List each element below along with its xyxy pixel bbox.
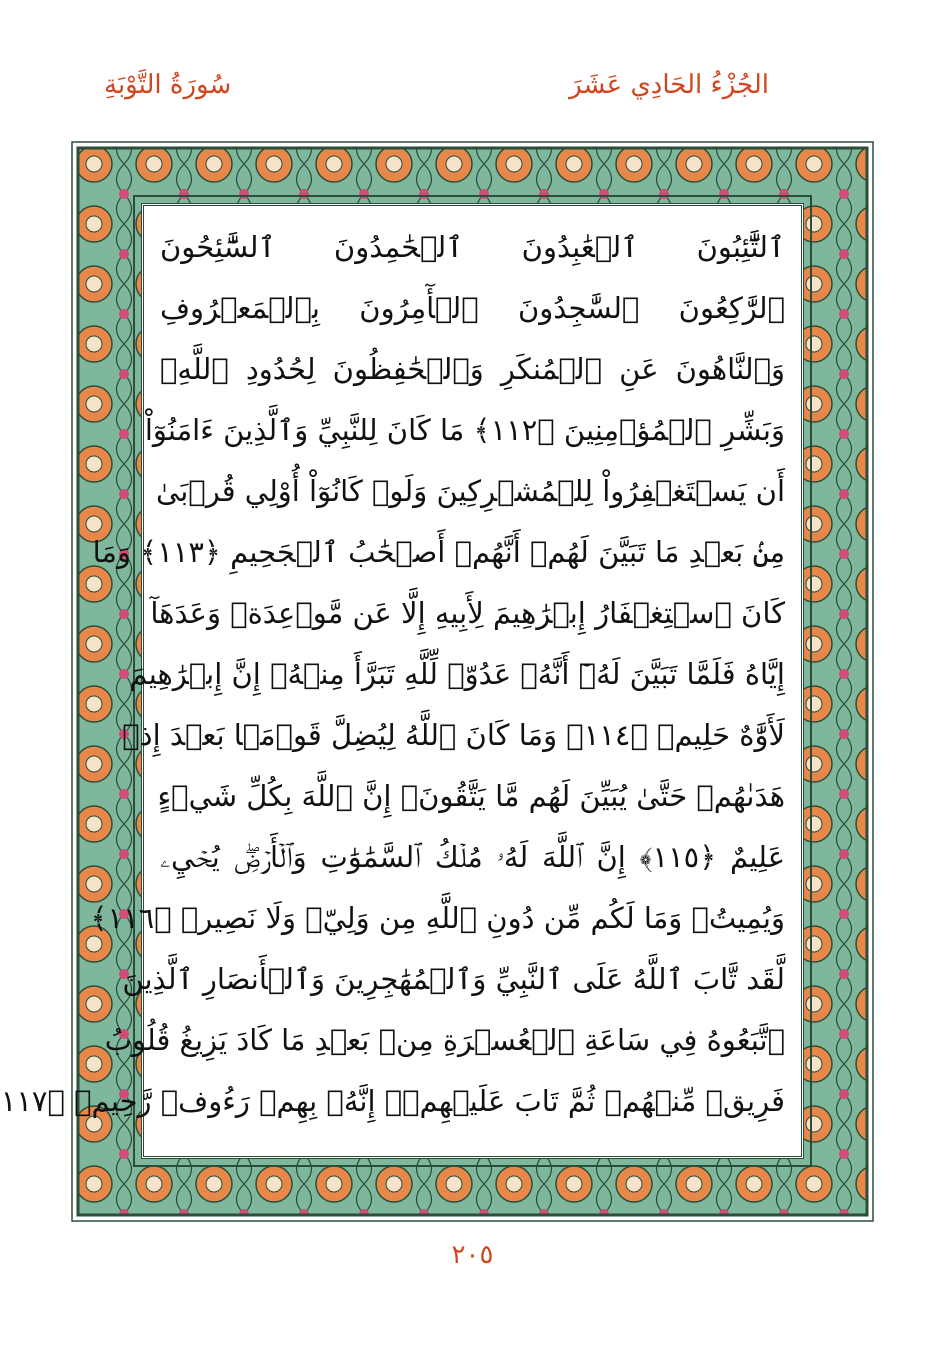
text-line: وَٱلنَّاهُونَ عَنِ ٱلۡمُنكَرِ وَٱلۡحَٰفِظُونَ لِحُدُودِ ٱللَّهِۗ [160, 352, 785, 386]
text-line: لَّقَد تَّابَ ٱللَّهُ عَلَى ٱلنَّبِيِّ وَٱلۡمُهَٰجِرِينَ وَٱلۡأَنصَارِ ٱلَّذِينَ [122, 962, 785, 996]
text-line: وَبَشِّرِ ٱلۡمُؤۡمِنِينَ ﴿١١٢﴾ مَا كَانَ لِلنَّبِيِّ وَٱلَّذِينَ ءَامَنُوٓاْ [144, 413, 785, 447]
text-line: كَانَ ٱسۡتِغۡفَارُ إِبۡرَٰهِيمَ لِأَبِيهِ إِلَّا عَن مَّوۡعِدَةٖ وَعَدَهَآ [150, 596, 785, 630]
text-line: ٱلرَّٰكِعُونَ ٱلسَّٰجِدُونَ ٱلۡأٓمِرُونَ بِٱلۡمَعۡرُوفِ [160, 291, 785, 325]
text-line: ٱتَّبَعُوهُ فِي سَاعَةِ ٱلۡعُسۡرَةِ مِنۢ بَعۡدِ مَا كَادَ يَزِيغُ قُلُوبُ [104, 1023, 785, 1057]
text-line: أَن يَسۡتَغۡفِرُواْ لِلۡمُشۡرِكِينَ وَلَوۡ كَانُوٓاْ أُوْلِي قُرۡبَىٰ [156, 474, 785, 508]
text-line: فَرِيقٖ مِّنۡهُمۡ ثُمَّ تَابَ عَلَيۡهِمۡۚ إِنَّهُۥ بِهِمۡ رَءُوفٞ رَّحِيمٞ ﴿١١٧ [0, 1084, 785, 1118]
text-line: مِنۢ بَعۡدِ مَا تَبَيَّنَ لَهُمۡ أَنَّهُمۡ أَصۡحَٰبُ ٱلۡجَحِيمِ ﴿١١٣﴾ وَمَا [92, 535, 785, 569]
juz-title: الجُزْءُ الحَادِي عَشَرَ [569, 70, 769, 100]
text-line: لَأَوَّٰهٌ حَلِيمٞ ﴿١١٤﴾ وَمَا كَانَ ٱللَّهُ لِيُضِلَّ قَوۡمَۢا بَعۡدَ إِذۡ [122, 718, 785, 752]
text-line: عَلِيمٌ ﴿١١٥﴾ إِنَّ ٱللَّهَ لَهُۥ مُلۡكُ ٱلسَّمَٰوَٰتِ وَٱلۡأَرۡضِۖ يُحۡيِۦ [160, 840, 785, 874]
text-line: إِيَّاهُ فَلَمَّا تَبَيَّنَ لَهُۥٓ أَنَّهُۥ عَدُوّٞ لِّلَّهِ تَبَرَّأَ مِنۡهُۚ إِنَّ إِبۡرَٰهِيمَ [129, 657, 785, 691]
page-number: ٢٠٥ [451, 1240, 494, 1270]
text-line: وَيُمِيتُۚ وَمَا لَكُم مِّن دُونِ ٱللَّهِ مِن وَلِيّٖ وَلَا نَصِيرٖ ﴿١١٦﴾ [90, 901, 785, 935]
text-line: ٱلتَّٰٓئِبُونَ ٱلۡعَٰبِدُونَ ٱلۡحَٰمِدُونَ ٱلسَّٰٓئِحُونَ [160, 230, 785, 264]
text-area [0, 203, 804, 1159]
surah-title: سُورَةُ التَّوْبَةِ [104, 70, 232, 100]
text-line: هَدَىٰهُمۡ حَتَّىٰ يُبَيِّنَ لَهُم مَّا يَتَّقُونَۚ إِنَّ ٱللَّهَ بِكُلِّ شَيۡءٍ [157, 779, 785, 813]
